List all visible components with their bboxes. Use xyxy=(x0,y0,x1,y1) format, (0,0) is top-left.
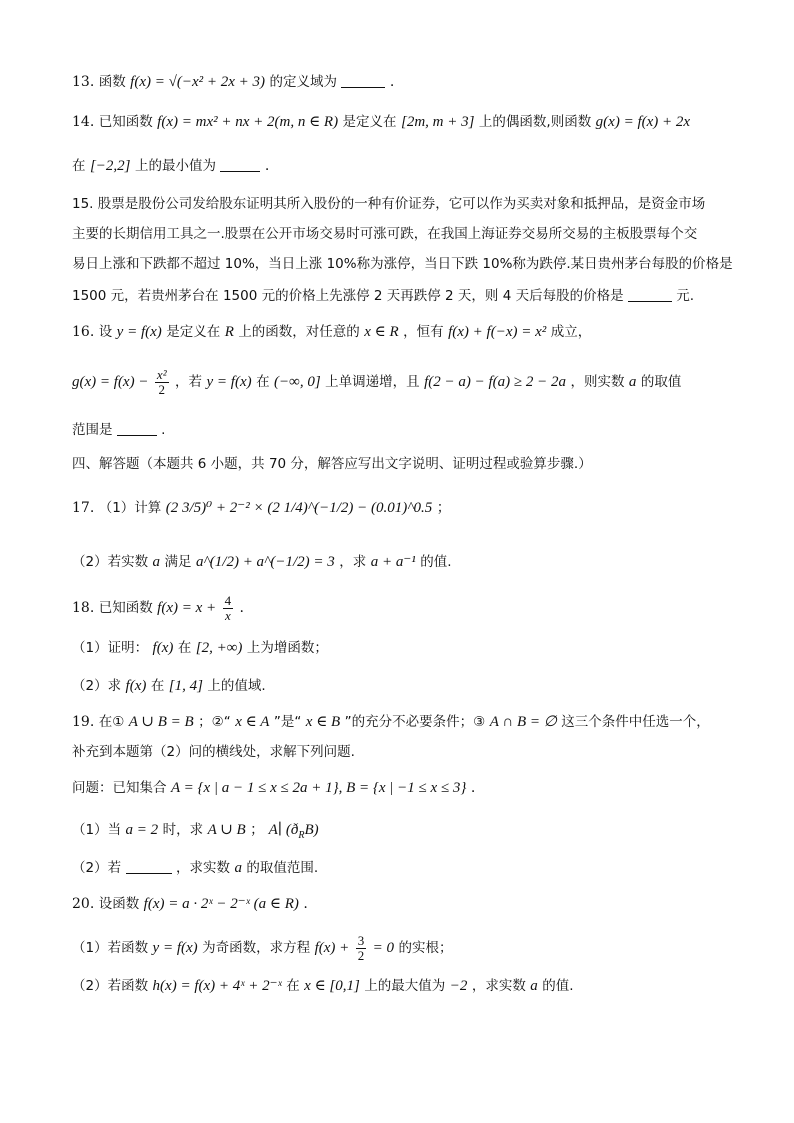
question-15-line2 xyxy=(72,224,697,244)
question-text: 补充到本题第（2）问的横线处，求解下列问题. xyxy=(72,744,355,760)
math-expression: f(x) = mx² + nx + 2(m, n ∈ R) xyxy=(157,114,339,130)
question-19-part1 xyxy=(72,820,319,846)
question-text: 设函数 xyxy=(98,896,140,912)
question-17 xyxy=(72,498,451,518)
math-expression: a^(1/2) + a^(−1/2) = 3 xyxy=(195,554,335,570)
question-text: 函数 xyxy=(98,74,126,90)
section-heading xyxy=(72,454,592,474)
fraction-numerator: x² xyxy=(156,367,167,382)
punctuation: ； xyxy=(250,822,265,838)
question-text: 问题：已知集合 xyxy=(72,780,167,796)
question-15-line3 xyxy=(72,254,733,274)
math-expression: −2 xyxy=(449,978,468,994)
math-expression: a + a⁻¹ xyxy=(370,554,416,570)
question-16 xyxy=(72,322,591,342)
question-text: （2）若 xyxy=(72,860,122,876)
math-interval: [1, 4] xyxy=(168,678,203,694)
question-19 xyxy=(72,712,710,732)
answer-blank[interactable] xyxy=(117,421,157,436)
punctuation: . xyxy=(161,422,166,438)
question-text: ，则实数 xyxy=(570,374,625,391)
question-number: 20. xyxy=(72,896,95,912)
math-expression: (2 3/5)⁰ + 2⁻² × (2 1/4)^(−1/2) − (0.01)^0.5 xyxy=(165,500,433,516)
question-text: （2）若函数 xyxy=(72,978,149,994)
question-text: 范围是 xyxy=(72,422,113,438)
section-title: 四、解答题（本题共 6 小题，共 70 分，解答应写出文字说明、证明过程或验算步骤.） xyxy=(72,456,592,472)
math-expression: A ∩ B = ∅ xyxy=(489,714,557,730)
fraction xyxy=(356,934,367,962)
question-text: （1）当 xyxy=(72,822,122,838)
question-text: 在 xyxy=(256,374,270,391)
question-text: 的定义域为 xyxy=(269,74,337,90)
math-symbol: a xyxy=(152,554,161,570)
fraction xyxy=(223,594,234,622)
math-expression: A ∪ B = B xyxy=(128,714,194,730)
question-number: 15. xyxy=(72,196,94,212)
math-interval: [2m, m + 3] xyxy=(401,114,475,130)
question-text: 的实根； xyxy=(398,940,453,957)
answer-blank[interactable] xyxy=(341,73,385,88)
question-text: 这三个条件中任选一个， xyxy=(561,714,710,730)
math-expression: h(x) = f(x) + 4ˣ + 2⁻ˣ xyxy=(152,978,282,994)
question-text: 是定义在 xyxy=(342,114,397,130)
math-expression: f(x) xyxy=(125,678,147,694)
math-expression: f(x) xyxy=(152,640,174,656)
question-text: 在 xyxy=(150,678,165,694)
question-18-part2 xyxy=(72,676,266,696)
question-text: ，若 xyxy=(175,374,203,391)
math-expression: A = {x | a − 1 ≤ x ≤ 2a + 1}, B = {x | −1 ≤ x ≤ 3} xyxy=(170,780,467,796)
question-text: 在 xyxy=(177,640,192,656)
question-text: （1）证明： xyxy=(72,640,149,656)
question-text: 股票是股份公司发给股东证明其所入股份的一种有价证券，它可以作为买卖对象和抵押品，是资金市场 xyxy=(97,196,706,212)
question-text: 1500 元，若贵州茅台在 1500 元的价格上先涨停 2 天再跌停 2 天，则 4 天后每股的价格是 xyxy=(72,288,624,304)
fraction-denominator: 2 xyxy=(357,947,365,963)
question-text: 上的值域. xyxy=(207,678,266,694)
question-17-part2 xyxy=(72,552,452,572)
punctuation: . xyxy=(389,74,395,90)
question-text: 为奇函数，求方程 xyxy=(202,940,311,957)
math-interval: (−∞, 0] xyxy=(274,374,321,391)
math-symbol: a xyxy=(530,978,538,994)
question-text: ，求 xyxy=(339,554,367,570)
question-text: （2）求 xyxy=(72,678,122,694)
question-text: 在 xyxy=(72,158,86,174)
math-expression: y = f(x) xyxy=(206,374,252,391)
question-14 xyxy=(72,112,690,132)
math-symbol: a xyxy=(628,374,637,391)
math-expression: a = 2 xyxy=(125,822,159,838)
question-text: 在 xyxy=(286,978,300,994)
question-text: ；②“ xyxy=(198,714,231,730)
question-text: 上的函数，对任意的 xyxy=(238,324,360,340)
fraction-denominator: x xyxy=(224,607,231,623)
question-text: 上的最大值为 xyxy=(364,978,446,994)
math-expression: x ∈ A xyxy=(235,714,270,730)
math-expression: f(x) = a · 2ˣ − 2⁻ˣ (a ∈ R) xyxy=(143,896,299,912)
question-20 xyxy=(72,894,308,914)
question-text: ，恒有 xyxy=(403,324,444,340)
math-interval: [2, +∞) xyxy=(195,640,243,656)
punctuation: . xyxy=(239,600,244,617)
math-expression: y = f(x) xyxy=(116,324,162,340)
question-text: 上的偶函数,则函数 xyxy=(478,114,592,130)
question-19-line2 xyxy=(72,742,355,762)
question-13 xyxy=(72,72,394,92)
math-expression: A∣ (ð xyxy=(268,822,299,838)
question-text: 上的最小值为 xyxy=(134,158,216,174)
question-text: 在① xyxy=(98,714,125,730)
question-text: （1）计算 xyxy=(98,500,162,516)
math-subscript: R xyxy=(298,829,305,841)
question-text: 的取值 xyxy=(640,374,682,391)
question-text: 的值. xyxy=(420,554,452,570)
math-expression: x ∈ R xyxy=(364,324,399,340)
question-text: ，求实数 xyxy=(471,978,526,994)
math-expression: A ∪ B xyxy=(207,822,246,838)
question-text: 上为增函数； xyxy=(246,640,328,656)
question-number: 18. xyxy=(72,600,95,617)
question-16-line2 xyxy=(72,368,681,396)
fraction-numerator: 3 xyxy=(357,933,365,948)
question-text: 主要的长期信用工具之一.股票在公开市场交易时可涨可跌，在我国上海证券交易所交易的主板股票每个交 xyxy=(72,226,698,242)
math-expression: f(x) + f(−x) = x² xyxy=(448,324,547,340)
question-18 xyxy=(72,594,244,622)
math-expression: f(x) = √(−x² + 2x + 3) xyxy=(130,74,266,90)
question-text: ”是“ xyxy=(273,714,302,730)
question-19-part2 xyxy=(72,858,318,878)
question-text: 元. xyxy=(676,288,694,304)
fraction-numerator: 4 xyxy=(224,593,232,608)
math-expression: B) xyxy=(304,822,319,838)
question-text: （1）若函数 xyxy=(72,940,149,957)
math-expression: g(x) = f(x) − xyxy=(72,374,149,391)
answer-blank[interactable] xyxy=(220,157,260,172)
answer-blank[interactable] xyxy=(126,859,172,874)
question-number: 19. xyxy=(72,714,95,730)
math-symbol: R xyxy=(224,324,234,340)
question-text: ”的充分不必要条件；③ xyxy=(344,714,486,730)
question-14-cont xyxy=(72,156,269,176)
question-text: 的取值范围. xyxy=(246,860,319,876)
answer-blank[interactable] xyxy=(628,287,672,302)
math-expression: = 0 xyxy=(372,940,395,957)
math-symbol: a xyxy=(234,860,242,876)
punctuation: . xyxy=(470,780,476,796)
question-19-problem xyxy=(72,778,475,798)
math-expression: f(2 − a) − f(a) ≥ 2 − 2a xyxy=(424,374,566,391)
question-text: 成立， xyxy=(550,324,592,340)
math-expression: y = f(x) xyxy=(152,940,198,957)
question-15-line4 xyxy=(72,286,694,306)
question-text: 已知函数 xyxy=(98,114,153,130)
question-text: 是定义在 xyxy=(166,324,221,340)
punctuation: . xyxy=(264,158,270,174)
question-text: 上单调递增，且 xyxy=(325,374,420,391)
question-20-part2 xyxy=(72,976,574,996)
punctuation: ； xyxy=(436,500,451,516)
question-16-line3 xyxy=(72,420,165,440)
question-number: 17. xyxy=(72,500,95,516)
question-text: 易日上涨和下跌都不超过 10%，当日上涨 10%称为涨停，当日下跌 10%称为跌停.某日贵州茅台每股的价格是 xyxy=(72,256,733,272)
question-text: 时，求 xyxy=(162,822,204,838)
question-number: 16. xyxy=(72,324,95,340)
question-text: 满足 xyxy=(164,554,192,570)
question-20-part1 xyxy=(72,934,452,962)
math-interval: [−2,2] xyxy=(89,158,131,174)
question-text: （2）若实数 xyxy=(72,554,149,570)
math-expression: g(x) = f(x) + 2x xyxy=(595,114,691,130)
question-text: 设 xyxy=(98,324,113,340)
fraction-denominator: 2 xyxy=(158,381,165,397)
question-number: 14. xyxy=(72,114,95,130)
question-text: 的值. xyxy=(542,978,574,994)
math-expression: x ∈ B xyxy=(305,714,341,730)
question-number: 13. xyxy=(72,74,95,90)
math-expression: x ∈ [0,1] xyxy=(304,978,360,994)
question-15 xyxy=(72,194,705,214)
fraction xyxy=(155,368,169,396)
question-18-part1 xyxy=(72,638,328,658)
math-expression: f(x) + xyxy=(314,940,350,957)
question-text: ，求实数 xyxy=(176,860,230,876)
math-expression: f(x) = x + xyxy=(157,600,217,617)
punctuation: . xyxy=(303,896,308,912)
question-text: 已知函数 xyxy=(98,600,153,617)
